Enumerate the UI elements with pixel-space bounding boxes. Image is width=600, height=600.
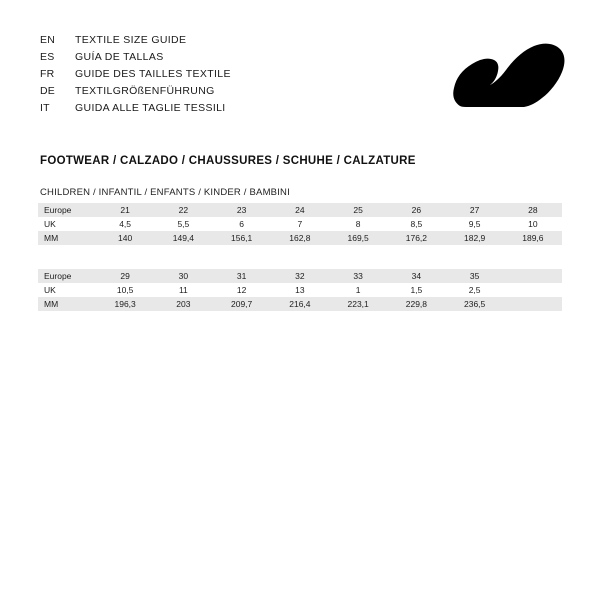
cell: 216,4 (271, 297, 329, 311)
cell: 21 (96, 203, 154, 217)
language-label: TEXTILE SIZE GUIDE (75, 34, 187, 46)
table-row (38, 283, 562, 297)
language-row (40, 49, 360, 66)
cell: 27 (446, 203, 504, 217)
cell: 203 (154, 297, 212, 311)
cell: 156,1 (213, 231, 271, 245)
cell: 8,5 (387, 217, 445, 231)
table-row (38, 231, 562, 245)
cell (504, 297, 562, 311)
language-code: FR (40, 68, 55, 80)
cell: 162,8 (271, 231, 329, 245)
table-row (38, 297, 562, 311)
size-table-children-1 (38, 203, 562, 245)
size-table-children-2 (38, 269, 562, 311)
cell: 209,7 (213, 297, 271, 311)
cell (504, 269, 562, 283)
cell: 5,5 (154, 217, 212, 231)
cell: 189,6 (504, 231, 562, 245)
language-code: IT (40, 102, 50, 114)
cell: 4,5 (96, 217, 154, 231)
cell: 25 (329, 203, 387, 217)
language-row (40, 100, 360, 117)
cell: 10,5 (96, 283, 154, 297)
cell: 149,4 (154, 231, 212, 245)
language-row (40, 32, 360, 49)
language-label: GUIDE DES TAILLES TEXTILE (75, 68, 231, 80)
row-label: Europe (38, 203, 96, 217)
row-label: Europe (38, 269, 96, 283)
language-list (40, 32, 360, 117)
language-label: GUIDA ALLE TAGLIE TESSILI (75, 102, 226, 114)
cell: 1,5 (387, 283, 445, 297)
cell (504, 283, 562, 297)
table-row (38, 269, 562, 283)
language-code: EN (40, 34, 55, 46)
cell: 31 (213, 269, 271, 283)
cell: 7 (271, 217, 329, 231)
cell: 140 (96, 231, 154, 245)
table-row (38, 203, 562, 217)
cell: 10 (504, 217, 562, 231)
cell: 6 (213, 217, 271, 231)
cell: 1 (329, 283, 387, 297)
section-title: FOOTWEAR / CALZADO / CHAUSSURES / SCHUHE / CALZATURE (40, 155, 416, 167)
cell: 22 (154, 203, 212, 217)
cell: 26 (387, 203, 445, 217)
cell: 33 (329, 269, 387, 283)
cell: 23 (213, 203, 271, 217)
subsection-title: CHILDREN / INFANTIL / ENFANTS / KINDER / BAMBINI (40, 187, 290, 198)
cell: 28 (504, 203, 562, 217)
shoe-icon (452, 40, 570, 110)
cell: 24 (271, 203, 329, 217)
cell: 13 (271, 283, 329, 297)
cell: 169,5 (329, 231, 387, 245)
cell: 12 (213, 283, 271, 297)
cell: 176,2 (387, 231, 445, 245)
row-label: MM (38, 231, 96, 245)
cell: 8 (329, 217, 387, 231)
language-label: GUÍA DE TALLAS (75, 51, 164, 63)
row-label: MM (38, 297, 96, 311)
language-label: TEXTILGRÖßENFÜHRUNG (75, 85, 215, 97)
cell: 32 (271, 269, 329, 283)
row-label: UK (38, 217, 96, 231)
cell: 229,8 (387, 297, 445, 311)
language-row (40, 66, 360, 83)
language-code: DE (40, 85, 55, 97)
cell: 35 (446, 269, 504, 283)
cell: 11 (154, 283, 212, 297)
cell: 30 (154, 269, 212, 283)
language-code: ES (40, 51, 55, 63)
cell: 182,9 (446, 231, 504, 245)
cell: 236,5 (446, 297, 504, 311)
cell: 29 (96, 269, 154, 283)
cell: 9,5 (446, 217, 504, 231)
cell: 223,1 (329, 297, 387, 311)
cell: 34 (387, 269, 445, 283)
row-label: UK (38, 283, 96, 297)
cell: 2,5 (446, 283, 504, 297)
language-row (40, 83, 360, 100)
cell: 196,3 (96, 297, 154, 311)
table-row (38, 217, 562, 231)
